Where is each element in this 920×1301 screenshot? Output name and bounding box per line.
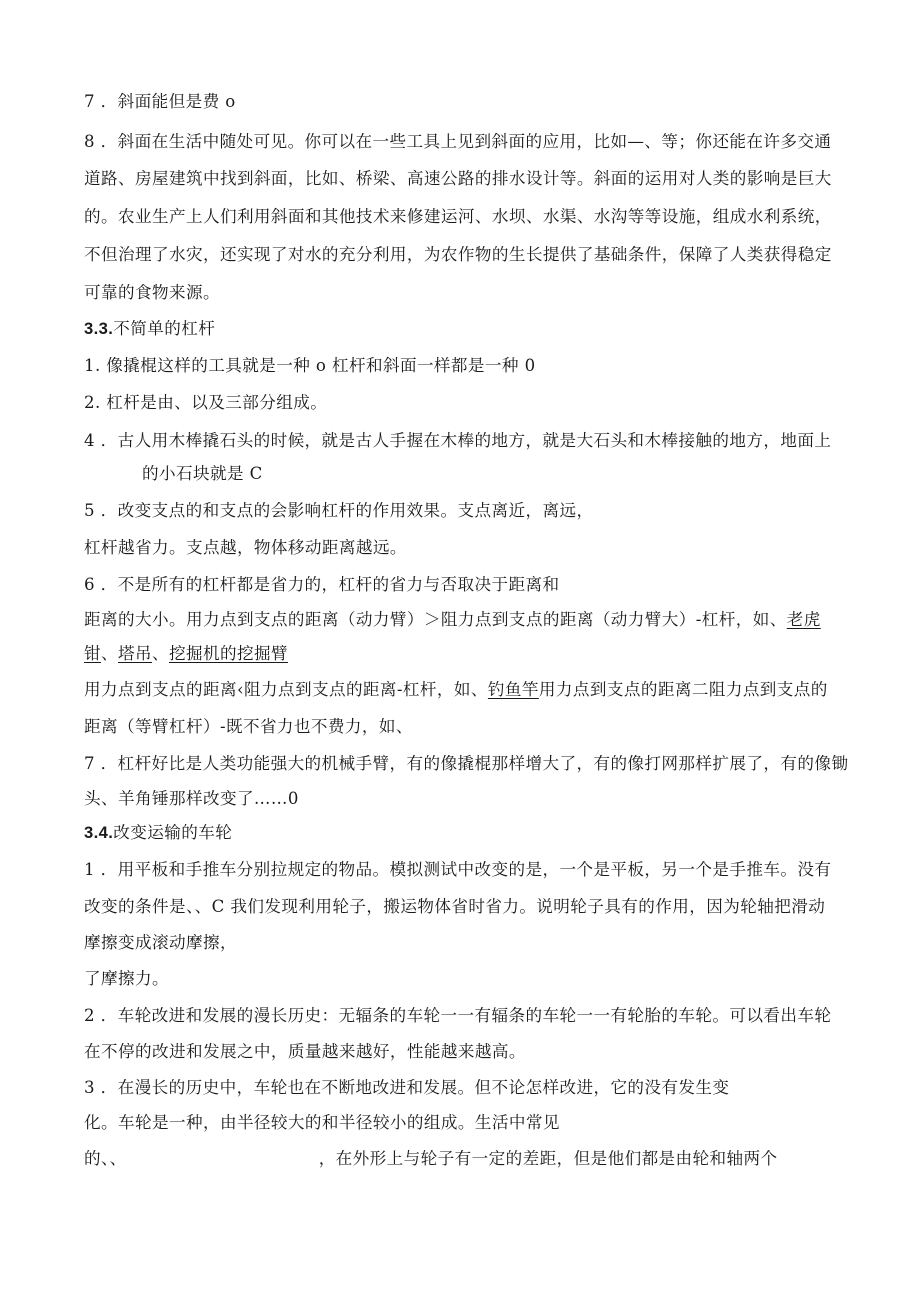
section-title: 改变运输的车轮 xyxy=(113,823,233,842)
paragraph-lever-7-line1: 7 ．杠杆好比是人类功能强大的机械手臂，有的像撬棍那样增大了，有的像打网那样扩展了，有的像锄 xyxy=(84,754,849,773)
text-run: 、 xyxy=(101,644,118,663)
underlined-term: 老虎 xyxy=(786,610,821,629)
text-run: 用力点到支点的距离‹阻力点到支点的距离-杠杆，如、 xyxy=(84,680,488,699)
paragraph-slope-8-line2: 道路、房屋建筑中找到斜面，比如、桥梁、高速公路的排水设计等。斜面的运用对人类的影响是巨大 xyxy=(84,169,832,188)
paragraph-wheel-1-line3: 摩擦变成滚动摩擦， xyxy=(84,933,237,952)
section-number: 3.4. xyxy=(84,823,114,842)
section-number: 3.3. xyxy=(84,319,114,338)
text-run: 、 xyxy=(152,644,169,663)
paragraph-lever-1: 1. 像撬棍这样的工具就是一种 o 杠杆和斜面一样都是一种 0 xyxy=(84,356,536,375)
paragraph-wheel-1-line4: 了摩擦力。 xyxy=(84,969,169,988)
paragraph-lever-6-line1: 6 ．不是所有的杠杆都是省力的，杠杆的省力与否取决于距离和 xyxy=(84,575,560,594)
paragraph-slope-8-line1: 8 ．斜面在生活中随处可见。你可以在一些工具上见到斜面的应用，比如—、等；你还能在许多交通 xyxy=(84,132,832,151)
paragraph-lever-6-line5: 距离（等臂杠杆）-既不省力也不费力，如、 xyxy=(84,717,413,736)
paragraph-wheel-1-line1: 1 ．用平板和手推车分别拉规定的物品。模拟测试中改变的是，一个是平板，另一个是手推车。没有 xyxy=(84,860,832,879)
paragraph-slope-7: 7 ．斜面能但是费 o xyxy=(84,92,236,111)
paragraph-wheel-3-line1: 3 ．在漫长的历史中，车轮也在不断地改进和发展。但不论怎样改进，它的没有发生变 xyxy=(84,1078,730,1097)
paragraph-wheel-3-line3 xyxy=(84,1148,778,1170)
paragraph-lever-7-line2: 头、羊角锤那样改变了……0 xyxy=(84,789,299,808)
text-run: 用力点到支点的距离二阻力点到支点的 xyxy=(538,680,828,699)
section-heading-3-4 xyxy=(84,822,232,844)
paragraph-lever-6-line2 xyxy=(84,609,821,631)
underlined-term: 塔吊 xyxy=(118,644,152,663)
underlined-term: 钳 xyxy=(84,644,101,663)
paragraph-lever-4-line1: 4 ．古人用木棒撬石头的时候，就是古人手握在木棒的地方，就是大石头和木棒接触的地方，地面上 xyxy=(84,431,832,450)
paragraph-slope-8-line3: 的。农业生产上人们利用斜面和其他技术来修建运河、水坝、水渠、水沟等等设施，组成水利系统， xyxy=(84,207,832,226)
paragraph-slope-8-line4: 不但治理了水灾，还实现了对水的充分利用，为农作物的生长提供了基础条件，保障了人类获得稳定 xyxy=(84,245,832,264)
paragraph-wheel-2-line1: 2 ．车轮改进和发展的漫长历史：无辐条的车轮一一有辐条的车轮一一有轮胎的车轮。可以看出车轮 xyxy=(84,1006,832,1025)
paragraph-lever-5-line1: 5 ．改变支点的和支点的会影响杠杆的作用效果。支点离近，离远， xyxy=(84,501,594,520)
section-title: 不简单的杠杆 xyxy=(113,319,216,338)
paragraph-wheel-2-line2: 在不停的改进和发展之中，质量越来越好，性能越来越高。 xyxy=(84,1042,526,1061)
paragraph-wheel-1-line2: 改变的条件是、、C 我们发现利用轮子，搬运物体省时省力。说明轮子具有的作用，因为轮轴把滑动 xyxy=(84,897,826,916)
paragraph-wheel-3-line2: 化。车轮是一种，由半径较大的和半径较小的组成。生活中常见 xyxy=(84,1113,560,1132)
paragraph-lever-5-line2: 杠杆越省力。支点越，物体移动距离越远。 xyxy=(84,538,407,557)
paragraph-slope-8-line5: 可靠的食物来源。 xyxy=(84,283,220,302)
underlined-term: 钓鱼竿 xyxy=(487,680,539,699)
paragraph-lever-2: 2. 杠杆是由、以及三部分组成。 xyxy=(84,393,328,412)
section-heading-3-3 xyxy=(84,318,215,340)
paragraph-lever-6-line4 xyxy=(84,679,828,701)
text-run: ，在外形上与轮子有一定的差距，但是他们都是由轮和轴两个 xyxy=(318,1149,778,1168)
text-run: 的、、 xyxy=(84,1149,127,1168)
text-run: 距离的大小。用力点到支点的距离（动力臂）＞阻力点到支点的距离（动力臂大）-杠杆，如、 xyxy=(84,610,787,629)
paragraph-lever-6-line3 xyxy=(84,643,288,665)
paragraph-lever-4-line2: 的小石块就是 C xyxy=(142,464,263,483)
underlined-term: 挖掘机的挖掘臂 xyxy=(169,644,288,663)
